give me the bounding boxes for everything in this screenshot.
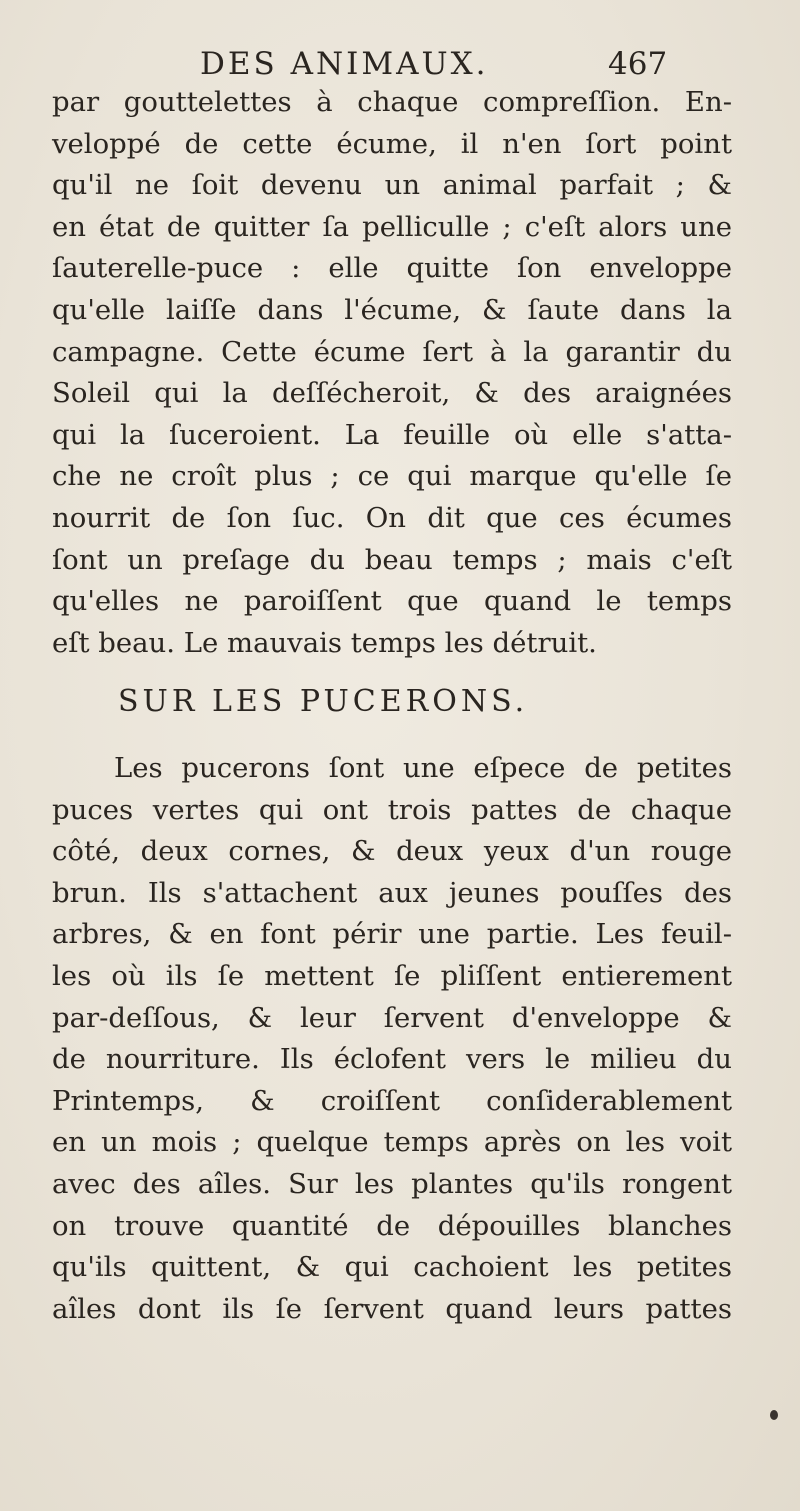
text-line: qu'elle laiſſe dans l'écume, & ſaute dans la — [52, 293, 732, 326]
running-head — [200, 46, 680, 86]
text-line: brun. Ils s'attachent aux jeunes pouſſes des — [52, 876, 732, 909]
text-line: Soleil qui la deſſécheroit, & des araignées — [52, 377, 732, 410]
paragraph-1 — [52, 82, 732, 664]
text-line: par-deſſous, & leur ſervent d'enveloppe & — [52, 1001, 732, 1034]
text-line: avec des aîles. Sur les plantes qu'ils rongent — [52, 1167, 732, 1200]
text-line: ſauterelle-puce : elle quitte ſon enveloppe — [52, 252, 732, 285]
page-number: 467 — [608, 46, 668, 82]
text-line: en état de quitter ſa pelliculle ; c'eſt alors une — [52, 210, 732, 243]
text-line: les où ils ſe mettent ſe pliſſent entierement — [52, 959, 732, 992]
text-line: veloppé de cette écume, il n'en ſort point — [52, 127, 732, 160]
text-line: arbres, & en font périr une partie. Les feuil- — [52, 918, 732, 951]
text-line: Printemps, & croiſſent conſiderablement — [52, 1084, 732, 1117]
text-line: puces vertes qui ont trois pattes de chaque — [52, 793, 732, 826]
text-line: qu'il ne ſoit devenu un animal parfait ; & — [52, 169, 732, 202]
paragraph-2 — [52, 748, 732, 1330]
text-line: che ne croît plus ; ce qui marque qu'elle ſe — [52, 460, 732, 493]
text-line: par gouttelettes à chaque compreſſion. En- — [52, 86, 732, 118]
text-line: ſont un preſage du beau temps ; mais c'eſt — [52, 543, 732, 576]
text-line: nourrit de ſon ſuc. On dit que ces écumes — [52, 501, 732, 534]
text-line: Les pucerons ſont une eſpece de petites — [114, 752, 732, 784]
text-line: de nourriture. Ils éclofent vers le milieu du — [52, 1043, 732, 1076]
text-line: on trouve quantité de dépouilles blanches — [52, 1209, 732, 1242]
text-line: côté, deux cornes, & deux yeux d'un rouge — [52, 835, 732, 868]
text-line: qu'elles ne paroiſſent que quand le temps — [52, 585, 732, 618]
text-line: campagne. Cette écume ſert à la garantir du — [52, 335, 732, 368]
ink-stain — [770, 1410, 778, 1420]
text-line: qui la ſuceroient. La feuille où elle s'atta- — [52, 418, 732, 451]
section-heading: SUR LES PUCERONS. — [118, 684, 529, 719]
text-line: aîles dont ils ſe ſervent quand leurs pattes — [52, 1292, 732, 1325]
text-line: en un mois ; quelque temps après on les voit — [52, 1126, 732, 1159]
text-line: eſt beau. Le mauvais temps les détruit. — [52, 626, 597, 659]
running-title: DES ANIMAUX. — [200, 46, 489, 82]
text-line: qu'ils quittent, & qui cachoient les petites — [52, 1251, 732, 1284]
